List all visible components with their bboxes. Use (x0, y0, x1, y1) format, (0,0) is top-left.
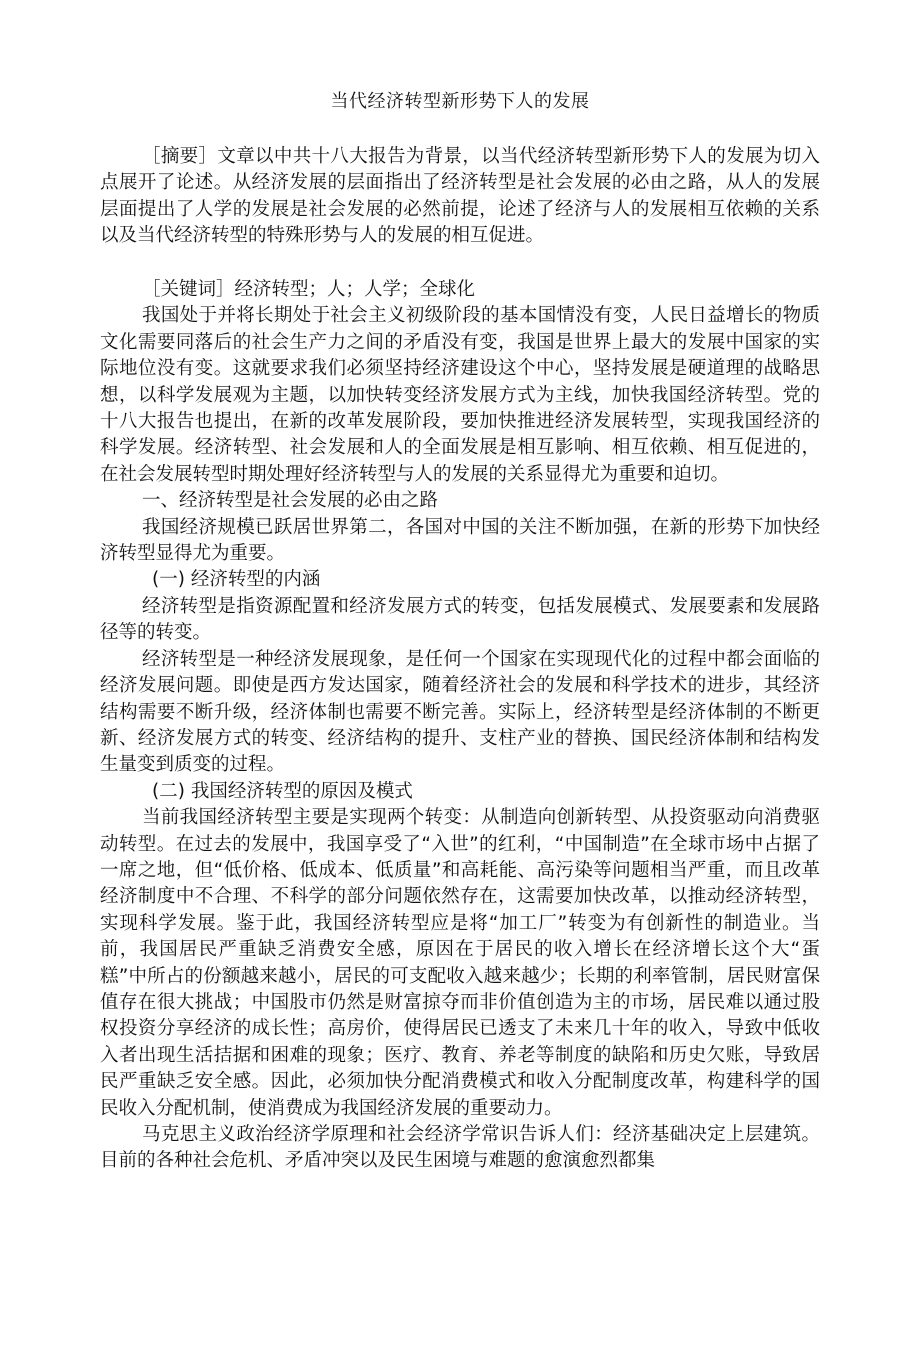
body-paragraph: 马克思主义政治经济学原理和社会经济学常识告诉人们：经济基础决定上层建筑。目前的各种社会危机、矛盾冲突以及民生困境与难题的愈演愈烈都集 (100, 1124, 820, 1172)
abstract-block (100, 144, 820, 250)
body-paragraph: 我国经济规模已跃居世界第二，各国对中国的关注不断加强，在新的形势下加快经济转型显得尤为重要。 (100, 516, 820, 565)
section-heading-1: 一、经济转型是社会发展的必由之路 (142, 490, 439, 512)
document-title: 当代经济转型新形势下人的发展 (330, 91, 590, 112)
body-block (100, 277, 820, 1175)
body-paragraph-intro: 我国处于并将长期处于社会主义初级阶段的基本国情没有变，人民日益增长的物质文化需要同落后的社会生产力之间的矛盾没有变，我国是世界上最大的发展中国家的实际地位没有变。这就要求我们必须坚持经济建设这个中心，坚持发展是硬道理的战略思想，以科学发展观为主题，以加快转变经济发展方式为主线，加快我国经济转型。党的十八大报告也提出，在新的改革发展阶段，要加快推进经济发展转型，实现我国经济的科学发展。经济转型、社会发展和人的全面发展是相互影响、相互依赖、相互促进的，在社会发展转型时期处理好经济转型与人的发展的关系显得尤为重要和迫切。 (100, 305, 820, 485)
body-paragraph: 经济转型是指资源配置和经济发展方式的转变，包括发展模式、发展要素和发展路径等的转变。 (100, 595, 820, 644)
body-paragraph: 当前我国经济转型主要是实现两个转变：从制造向创新转型、从投资驱动向消费驱动转型。在过去的发展中，我国享受了“入世”的红利，“中国制造”在全球市场中占据了一席之地，但“低价格、低成本、低质量”和高耗能、高污染等问题相当严重，而且改革经济制度中不合理、不科学的部分问题依然存在，这需要加快改革，以推动经济转型，实现科学发展。鉴于此，我国经济转型应是将“加工厂”转变为有创新性的制造业。当前，我国居民严重缺乏消费安全感，原因在于居民的收入增长在经济增长这个大“蛋糕”中所占的份额越来越小，居民的可支配收入越来越少；长期的利率管制，居民财富保值存在很大挑战；中国股市仍然是财富掠夺而非价值创造为主的市场，居民难以通过股权投资分享经济的成长性；高房价，使得居民已透支了未来几十年的收入，导致中低收入者出现生活拮据和困难的现象；医疗、教育、养老等制度的缺陷和历史欠账，导致居民严重缺乏安全感。因此，必须加快分配消费模式和收入分配制度改革，构建科学的国民收入分配机制，使消费成为我国经济发展的重要动力。 (100, 807, 820, 1119)
body-paragraph: 经济转型是一种经济发展现象，是任何一个国家在实现现代化的过程中都会面临的经济发展问题。即使是西方发达国家，随着经济社会的发展和科学技术的进步，其经济结构需要不断升级，经济体制也需要不断完善。实际上，经济转型是经济体制的不断更新、经济发展方式的转变、经济结构的提升、支柱产业的替换、国民经济体制和结构发生量变到质变的过程。 (100, 648, 820, 776)
subsection-heading-2: (二) 我国经济转型的原因及模式 (152, 780, 413, 802)
abstract-paragraph: ［摘要］文章以中共十八大报告为背景，以当代经济转型新形势下人的发展为切入点展开了论述。从经济发展的层面指出了经济转型是社会发展的必由之路，从人的发展层面提出了人学的发展是社会发展的必然前提，论述了经济与人的发展相互依赖的关系以及当代经济转型的特殊形势与人的发展的相互促进。 (100, 146, 820, 247)
subsection-heading-1: (一) 经济转型的内涵 (152, 569, 321, 591)
keywords-paragraph: ［关键词］经济转型；人；人学；全球化 (142, 279, 476, 300)
